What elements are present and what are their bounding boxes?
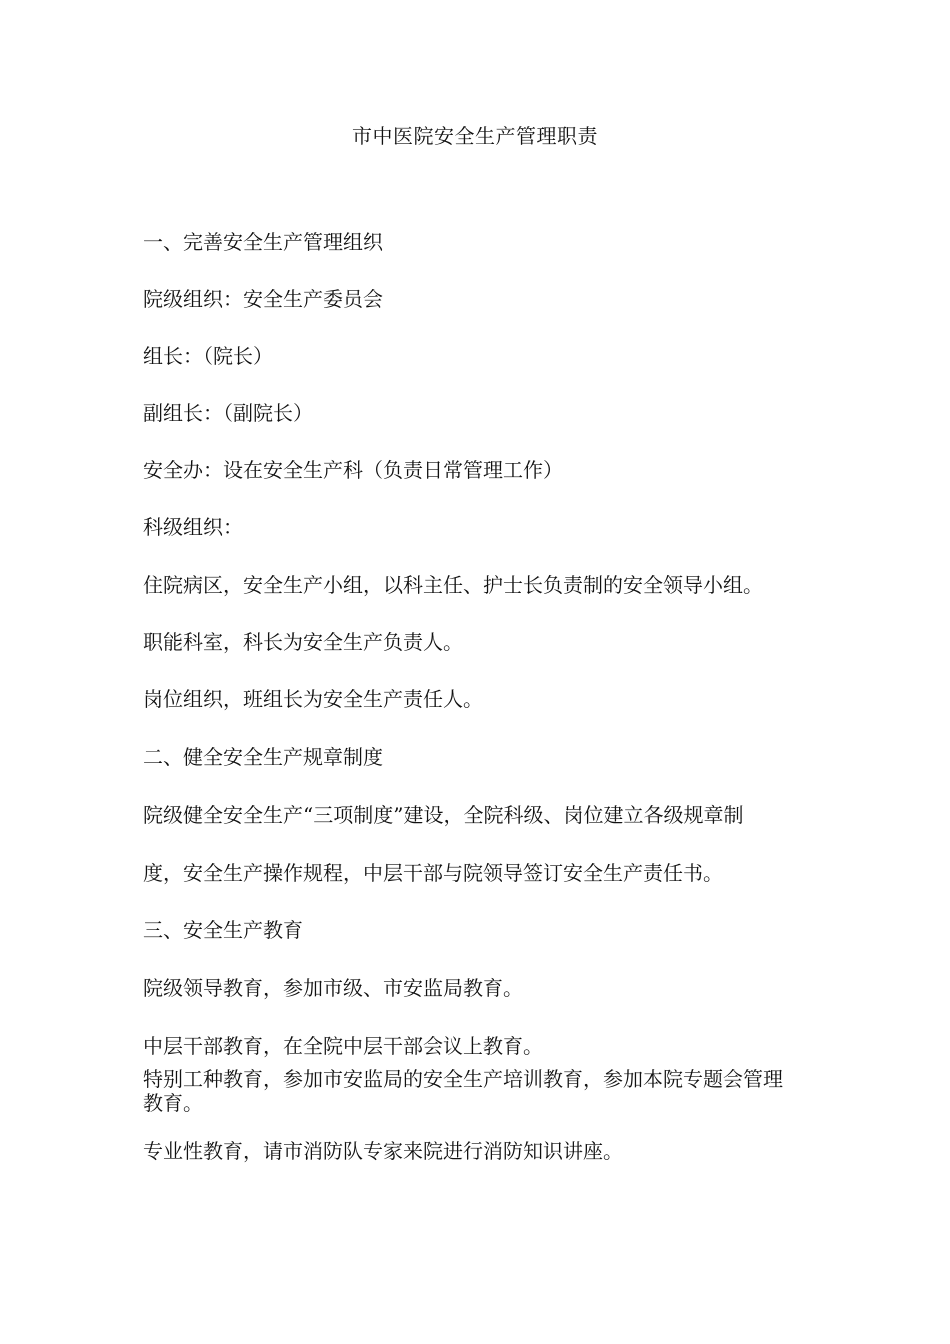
paragraph-line: 教育。: [143, 1091, 203, 1115]
paragraph-line: 专业性教育，请市消防队专家来院进行消防知识讲座。: [143, 1139, 623, 1163]
paragraph-line: 住院病区，安全生产小组，以科主任、护士长负责制的安全领导小组。: [143, 573, 763, 597]
paragraph-line: 职能科室，科长为安全生产负责人。: [143, 630, 463, 654]
paragraph-line: 特别工种教育，参加市安监局的安全生产培训教育，参加本院专题会管理: [143, 1067, 783, 1091]
section-heading-2: 二、健全安全生产规章制度: [143, 745, 383, 769]
paragraph-line: 副组长：（副院长）: [143, 401, 313, 425]
paragraph-line: 组长：（院长）: [143, 344, 273, 368]
section-heading-1: 一、完善安全生产管理组织: [143, 230, 383, 254]
paragraph-line: 岗位组织，班组长为安全生产责任人。: [143, 687, 483, 711]
paragraph-line: 院级领导教育，参加市级、市安监局教育。: [143, 976, 523, 1000]
paragraph-line: 安全办：设在安全生产科（负责日常管理工作）: [143, 458, 563, 482]
paragraph-line: 中层干部教育，在全院中层干部会议上教育。: [143, 1034, 543, 1058]
paragraph-line: 科级组织：: [143, 515, 243, 539]
paragraph-line: 院级健全安全生产“三项制度”建设，全院科级、岗位建立各级规章制: [143, 803, 744, 827]
paragraph-line: 院级组织：安全生产委员会: [143, 287, 383, 311]
paragraph-line: 度，安全生产操作规程，中层干部与院领导签订安全生产责任书。: [143, 861, 723, 885]
section-heading-3: 三、安全生产教育: [143, 918, 303, 942]
document-title: 市中医院安全生产管理职责: [352, 124, 598, 148]
